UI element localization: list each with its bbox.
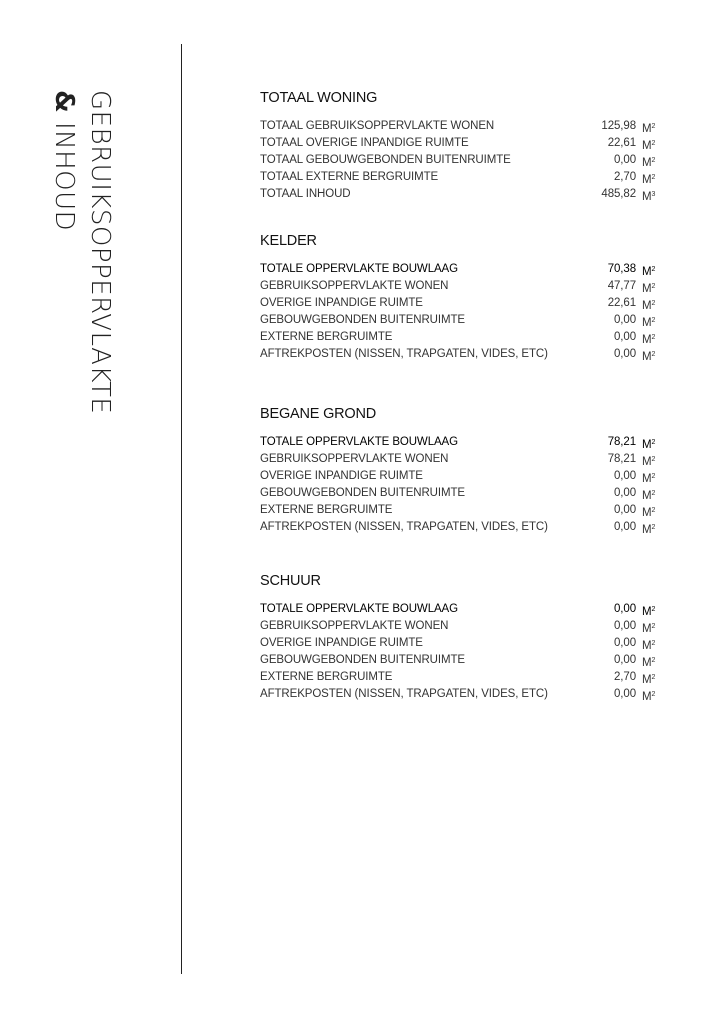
row-unit: $M^2$	[642, 606, 656, 618]
row-unit: $M^2$	[642, 174, 656, 186]
row-label: GEBOUWGEBONDEN BUITENRUIMTE	[260, 654, 465, 666]
section-rows	[260, 261, 660, 363]
row-label: AFTREKPOSTEN (NISSEN, TRAPGATEN, VIDES, ETC)	[260, 521, 548, 533]
row-label: AFTREKPOSTEN (NISSEN, TRAPGATEN, VIDES, ETC)	[260, 688, 548, 700]
table-row	[260, 635, 660, 652]
row-unit: $M^2$	[642, 674, 656, 686]
title-line-inhoud	[46, 90, 82, 414]
row-label: OVERIGE INPANDIGE RUIMTE	[260, 637, 423, 649]
row-label: TOTAAL GEBRUIKSOPPERVLAKTE WONEN	[260, 120, 495, 132]
row-value: 0,00	[614, 470, 636, 482]
row-label: GEBOUWGEBONDEN BUITENRUIMTE	[260, 487, 465, 499]
title-line-gebruiksoppervlakte: GEBRUIKSOPPERVLAKTE	[85, 90, 115, 415]
row-value: 22,61	[607, 297, 636, 309]
row-label: OVERIGE INPANDIGE RUIMTE	[260, 470, 423, 482]
section-rows	[260, 434, 660, 536]
row-unit: $M^2$	[642, 456, 656, 468]
row-unit: $M^2$	[642, 266, 656, 278]
row-label: TOTALE OPPERVLAKTE BOUWLAAG	[260, 436, 458, 448]
table-row	[260, 118, 660, 135]
row-value: 0,00	[614, 620, 636, 632]
section-title: BEGANE GROND	[260, 406, 377, 422]
row-label: EXTERNE BERGRUIMTE	[260, 671, 393, 683]
row-value: 0,00	[614, 688, 636, 700]
table-row	[260, 618, 660, 635]
table-row-total	[260, 261, 660, 278]
row-label: EXTERNE BERGRUIMTE	[260, 331, 393, 343]
row-label: TOTAAL INHOUD	[260, 188, 351, 200]
row-label: TOTALE OPPERVLAKTE BOUWLAAG	[260, 263, 458, 275]
row-value: 70,38	[607, 263, 636, 275]
table-row	[260, 468, 660, 485]
table-row	[260, 485, 660, 502]
table-row	[260, 669, 660, 686]
table-row	[260, 312, 660, 329]
table-row-total	[260, 434, 660, 451]
table-row-total	[260, 601, 660, 618]
row-value: 22,61	[607, 137, 636, 149]
vertical-divider	[181, 44, 182, 974]
row-unit: $M^2$	[642, 123, 656, 135]
table-row	[260, 519, 660, 536]
table-row	[260, 186, 660, 203]
row-label: TOTAAL EXTERNE BERGRUIMTE	[260, 171, 439, 183]
table-row	[260, 346, 660, 363]
row-label: GEBOUWGEBONDEN BUITENRUIMTE	[260, 314, 465, 326]
row-unit: $M^2$	[642, 351, 656, 363]
row-unit: $M^2$	[642, 490, 656, 502]
title-inhoud-word: INHOUD	[49, 121, 79, 232]
section-schuur	[260, 571, 660, 703]
row-label: EXTERNE BERGRUIMTE	[260, 504, 393, 516]
row-label: AFTREKPOSTEN (NISSEN, TRAPGATEN, VIDES, ETC)	[260, 348, 548, 360]
row-unit: $M^2$	[642, 657, 656, 669]
row-value: 47,77	[607, 280, 636, 292]
row-unit: $M^2$	[642, 439, 656, 451]
row-unit: $M^2$	[642, 524, 656, 536]
row-value: 78,21	[607, 436, 636, 448]
table-row	[260, 686, 660, 703]
row-value: 0,00	[614, 654, 636, 666]
table-row	[260, 278, 660, 295]
section-rows	[260, 601, 660, 703]
row-unit: $M^2$	[642, 317, 656, 329]
table-row	[260, 451, 660, 468]
row-unit: $M^2$	[642, 140, 656, 152]
row-value: 0,00	[614, 487, 636, 499]
row-value: 2,70	[614, 171, 636, 183]
row-label: GEBRUIKSOPPERVLAKTE WONEN	[260, 620, 449, 632]
row-label: TOTAAL OVERIGE INPANDIGE RUIMTE	[260, 137, 469, 149]
section-title: KELDER	[260, 233, 317, 249]
row-unit: $M^2$	[642, 623, 656, 635]
section-begane-grond	[260, 404, 660, 536]
table-row	[260, 135, 660, 152]
row-value: 0,00	[614, 348, 636, 360]
row-value: 0,00	[614, 331, 636, 343]
row-value: 0,00	[614, 154, 636, 166]
row-value: 78,21	[607, 453, 636, 465]
row-value: 0,00	[614, 314, 636, 326]
row-label: TOTAAL GEBOUWGEBONDEN BUITENRUIMTE	[260, 154, 511, 166]
row-unit: $M^2$	[642, 640, 656, 652]
row-unit: $M^2$	[642, 157, 656, 169]
table-row	[260, 329, 660, 346]
row-label: TOTALE OPPERVLAKTE BOUWLAAG	[260, 603, 458, 615]
section-totaal-woning	[260, 88, 660, 203]
row-unit: $M^2$	[642, 334, 656, 346]
row-value: 125,98	[601, 120, 636, 132]
row-label: OVERIGE INPANDIGE RUIMTE	[260, 297, 423, 309]
row-value: 0,00	[614, 603, 636, 615]
row-value: 2,70	[614, 671, 636, 683]
row-value: 0,00	[614, 637, 636, 649]
row-unit: $M^2$	[642, 507, 656, 519]
row-unit: $M^2$	[642, 691, 656, 703]
row-unit: $M^2$	[642, 473, 656, 485]
section-rows	[260, 118, 660, 203]
table-row	[260, 169, 660, 186]
table-row	[260, 502, 660, 519]
table-row	[260, 652, 660, 669]
section-kelder	[260, 231, 660, 363]
table-row	[260, 295, 660, 312]
title-ampersand: &	[49, 90, 79, 114]
row-unit: $M^2$	[642, 300, 656, 312]
row-value: 0,00	[614, 504, 636, 516]
row-unit: $M^3$	[642, 191, 656, 203]
row-unit: $M^2$	[642, 283, 656, 295]
row-label: GEBRUIKSOPPERVLAKTE WONEN	[260, 280, 449, 292]
row-value: 0,00	[614, 521, 636, 533]
row-label: GEBRUIKSOPPERVLAKTE WONEN	[260, 453, 449, 465]
section-title: SCHUUR	[260, 573, 321, 589]
row-value: 485,82	[601, 188, 636, 200]
table-row	[260, 152, 660, 169]
section-title: TOTAAL WONING	[260, 90, 378, 106]
vertical-page-title	[48, 90, 118, 414]
